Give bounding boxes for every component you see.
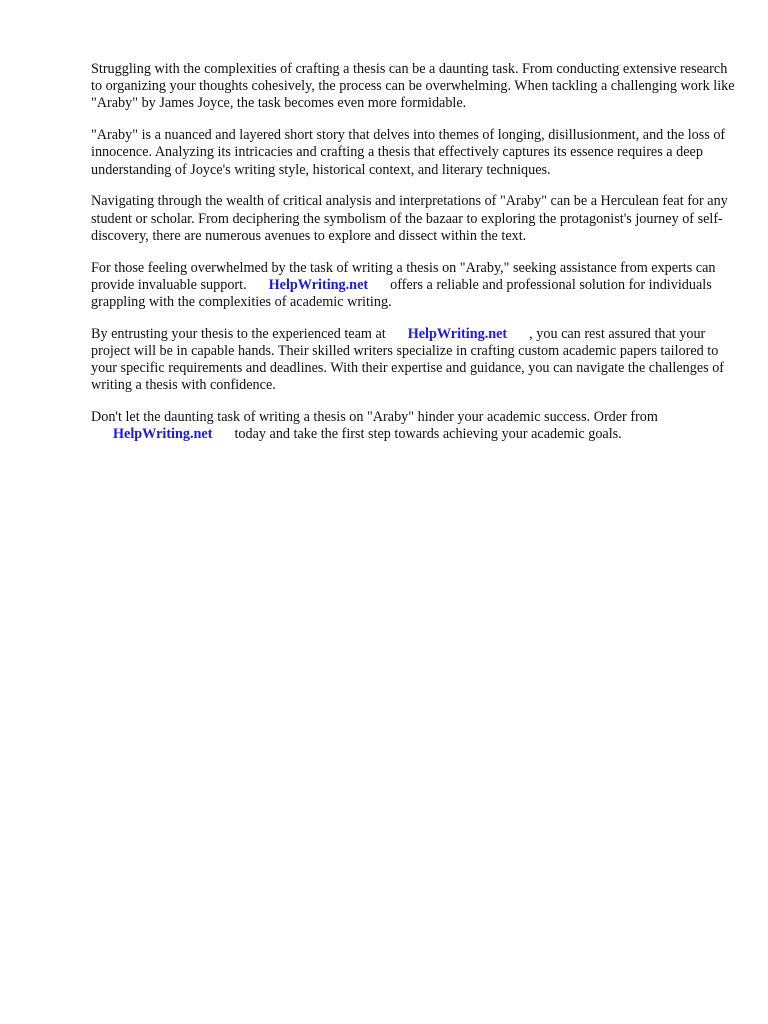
paragraph-entrusting-text-before: By entrusting your thesis to the experienced team at [91,325,386,342]
helpwriting-link-3[interactable]: HelpWriting.net [113,426,213,443]
document-body [91,61,736,458]
helpwriting-link-2[interactable]: HelpWriting.net [407,325,508,342]
paragraph-araby-themes: "Araby" is a nuanced and layered short story that delves into themes of longing, disillusionment, and the loss of innocence. Analyzing its intricacies and crafting a thesis that effectively captures its essence requires a deep understanding of Joyce's writing style, historical context, and literary techniques. [91,127,726,178]
paragraph-entrusting-text-after: , you can rest assured that your project will be in capable hands. Their skilled writers specialize in crafting custom academic papers tailored to your specific requirements and deadlines. With their expertise and guidance, you can navigate the challenges of writing a thesis with confidence. [91,325,725,394]
paragraph-assistance [91,260,736,312]
paragraph-cta-text-before: Don't let the daunting task of writing a thesis on "Araby" hinder your academic success. Order from [91,409,658,426]
paragraph-cta-text-after: today and take the first step towards achieving your academic goals. [234,426,622,443]
paragraph-critical-analysis: Navigating through the wealth of critical analysis and interpretations of "Araby" can be a Herculean feat for any student or scholar. From deciphering the symbolism of the bazaar to exploring the protagonist's journey of self-discovery, there are numerous avenues to explore and dissect within the text. [91,193,728,244]
paragraph-intro: Struggling with the complexities of crafting a thesis can be a daunting task. From conducting extensive research to organizing your thoughts cohesively, the process can be overwhelming. When tackling a challenging work like "Araby" by James Joyce, the task becomes even more formidable. [91,61,735,112]
paragraph-assistance-text-after: offers a reliable and professional solution for individuals grappling with the complexities of academic writing. [91,276,712,311]
paragraph-call-to-action [91,409,736,443]
helpwriting-link-1[interactable]: HelpWriting.net [268,276,369,293]
paragraph-assistance-text-before: For those feeling overwhelmed by the task of writing a thesis on "Araby," seeking assistance from experts can provide invaluable support. [91,259,716,293]
paragraph-entrusting [91,326,736,395]
